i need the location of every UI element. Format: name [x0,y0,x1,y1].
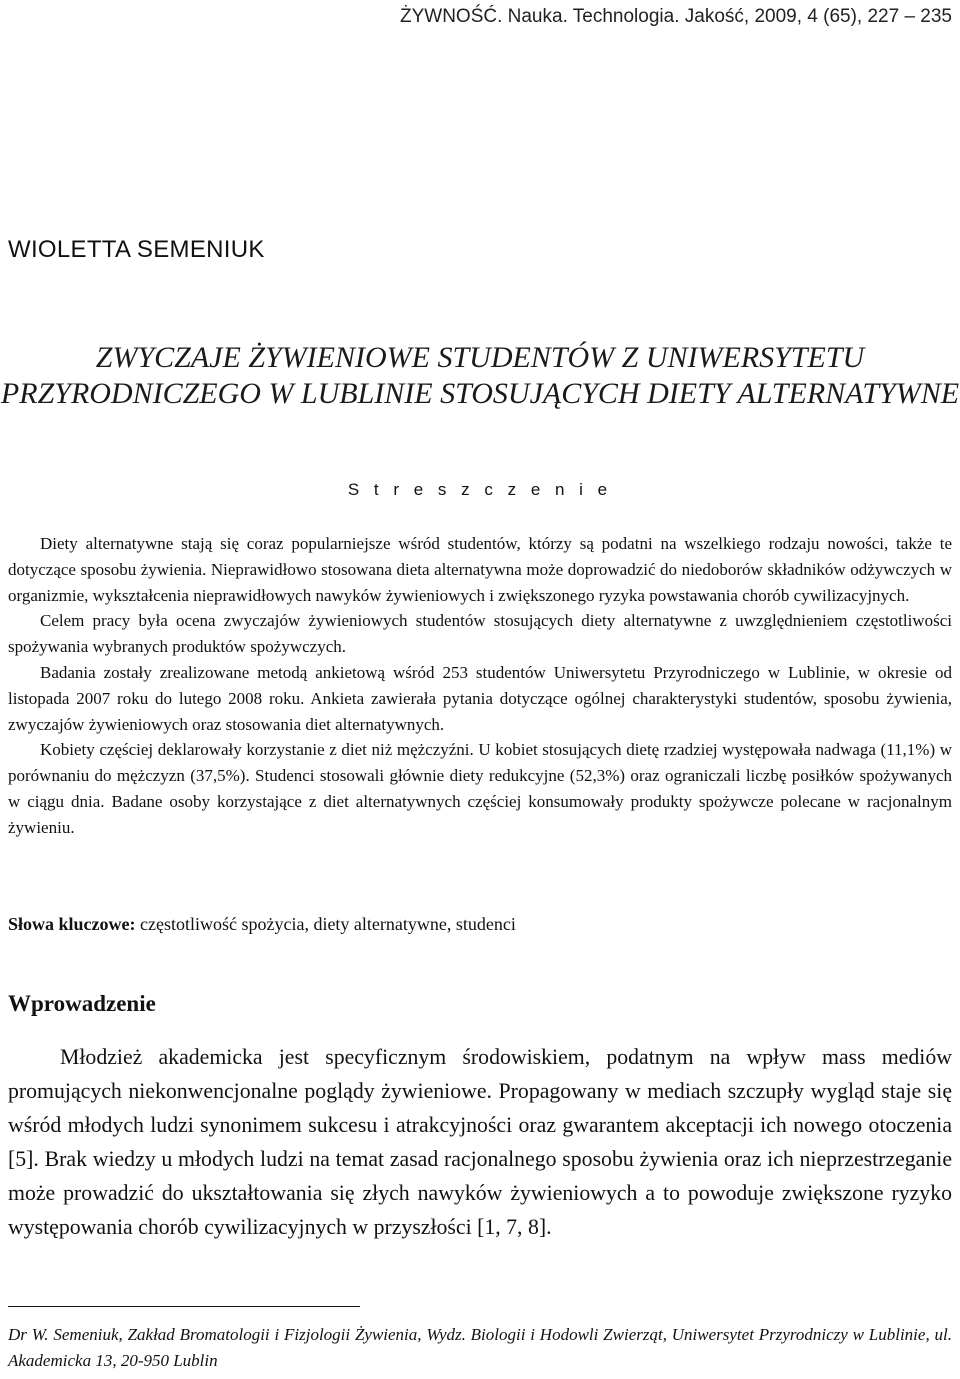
keywords-label: Słowa kluczowe: [8,914,136,934]
keywords-line [8,911,952,937]
footnote-text: Dr W. Semeniuk, Zakład Bromatologii i Fizjologii Żywienia, Wydz. Biologii i Hodowli Zwierząt, Uniwersytet Przyrodniczy w Lublinie, ul. Akademicka 13, 20-950 Lublin [8,1325,952,1370]
keywords-text: częstotliwość spożycia, diety alternatywne, studenci [135,914,516,934]
section-heading-introduction: Wprowadzenie [8,991,156,1016]
author-affiliation-footnote [8,1322,952,1374]
abstract-paragraph: Celem pracy była ocena zwyczajów żywieniowych studentów stosujących diety alternatywne z uwzględnieniem częstotliwości spożywania wybranych produktów spożywczych. [8,611,952,657]
running-head: ŻYWNOŚĆ. Nauka. Technologia. Jakość, 2009, 4 (65), 227 – 235 [399,6,952,27]
abstract-paragraph: Badania zostały zrealizowane metodą ankietową wśród 253 studentów Uniwersytetu Przyrodniczego w Lublinie, w okresie od listopada 2007 roku do lutego 2008 roku. Ankieta zawierała pytania dotyczące ogólnej charakterystyki studentów, sposobu żywienia, zwyczajów żywieniowych oraz stosowania diet alternatywnych. [8,662,952,734]
author-name: WIOLETTA SEMENIUK [8,236,265,263]
abstract-body [8,531,952,841]
abstract-paragraph: Diety alternatywne stają się coraz popularniejsze wśród studentów, którzy są podatni na wszelkiego rodzaju nowości, także te dotyczące sposobu żywienia. Nieprawidłowo stosowana dieta alternatywna może doprowadzić do niedoborów składników odżywczych w organizmie, wykształcenia nieprawidłowych nawyków żywieniowych i zwiększonego ryzyka powstawania chorób cywilizacyjnych. [8,534,952,605]
footnote-divider [8,1306,360,1307]
abstract-label: S t r e s z c z e n i e [347,480,613,499]
article-title: ZWYCZAJE ŻYWIENIOWE STUDENTÓW Z UNIWERSYTETU PRZYRODNICZEGO W LUBLINIE STOSUJĄCYCH DIETY ALTERNATYWNE [0,341,960,410]
introduction-body [8,1040,952,1244]
body-paragraph: Młodzież akademicka jest specyficznym środowiskiem, podatnym na wpływ mass mediów promujących niekonwencjonalne poglądy żywieniowe. Propagowany w mediach szczupły wygląd staje się wśród młodych ludzi synonimem sukcesu i atrakcyjności oraz gwarantem akceptacji ich nowego otoczenia [5]. Brak wiedzy u młodych ludzi na temat zasad racjonalnego sposobu żywienia oraz ich nieprzestrzeganie może prowadzić do ukształtowania się złych nawyków żywieniowych a to powoduje zwiększone ryzyko występowania chorób cywilizacyjnych w przyszłości [1, 7, 8]. [8,1045,952,1239]
abstract-paragraph: Kobiety częściej deklarowały korzystanie z diet niż mężczyźni. U kobiet stosujących dietę rzadziej występowała nadwaga (11,1%) w porównaniu do mężczyzn (37,5%). Studenci stosowali głównie diety redukcyjne (52,3%) oraz ograniczali liczbę posiłków spożywanych w ciągu dnia. Badane osoby korzystające z diet alternatywnych częściej konsumowały produkty spożywcze polecane w racjonalnym żywieniu. [8,740,952,837]
